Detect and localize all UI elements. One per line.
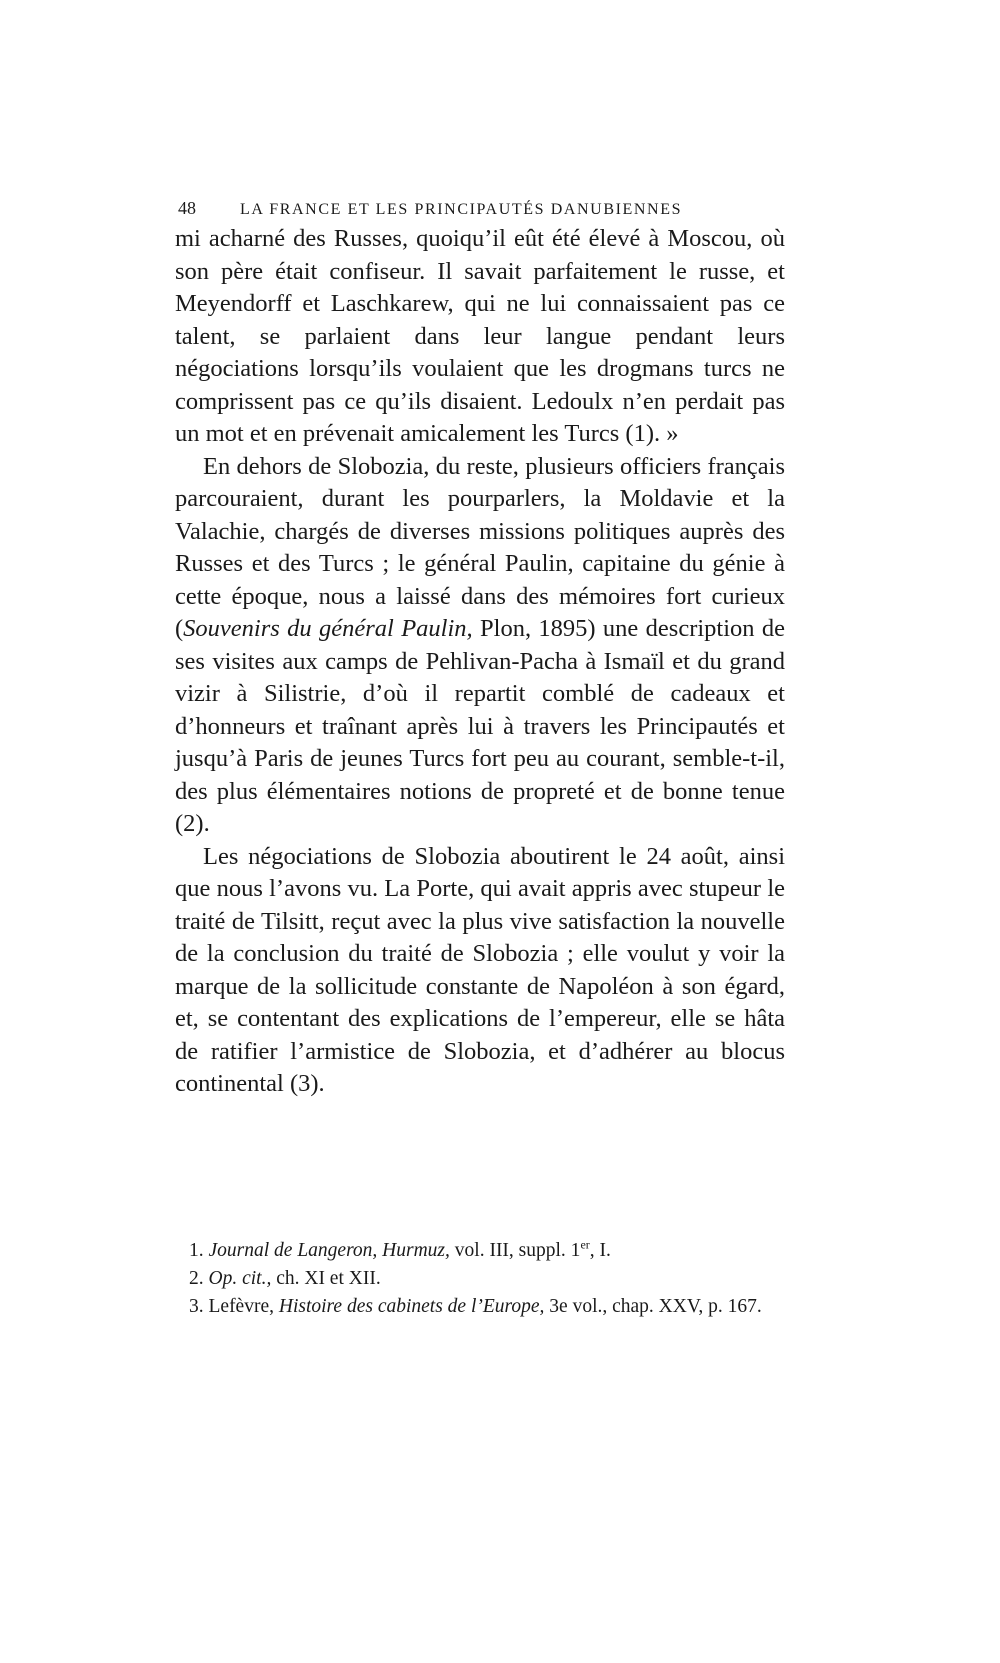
footnote-3-number: 3. bbox=[189, 1296, 204, 1317]
paragraph-2-part-a: En dehors de Slobozia, du reste, plusieurs officiers français parcouraient, durant les pourparlers, la Moldavie et la Valachie, chargés de diverses missions politiques auprès des Russes et des Turcs ; le général Paulin, capitaine du génie à cette époque, nous a laissé dans des mémoires fort curieux ( bbox=[175, 452, 785, 642]
footnote-3-italic: Histoire des cabinets de l’Europe, bbox=[278, 1296, 545, 1317]
running-title: LA FRANCE ET LES PRINCIPAUTÉS DANUBIENNES bbox=[240, 201, 683, 218]
footnote-1-number: 1. bbox=[189, 1240, 204, 1261]
footnote-2-number: 2. bbox=[189, 1268, 204, 1289]
page-number: 48 bbox=[178, 198, 196, 218]
paragraph-1: mi acharné des Russes, quoiqu’il eût été élevé à Moscou, où son père était confiseur. Il savait parfaitement le russe, et Meyendorff et Laschkarew, qui ne lui connaissaient pas ce talent, se parlaient dans leur langue pendant leurs négociations lorsqu’ils voulaient que les drogmans turcs ne comprissent pas ce qu’ils disaient. Ledoulx n’en perdait pas un mot et en prévenait amicalement les Turcs (1). » bbox=[175, 225, 785, 447]
footnote-3-author: Lefèvre, bbox=[203, 1296, 279, 1317]
footnote-3 bbox=[175, 1293, 785, 1321]
paragraph-2 bbox=[175, 451, 785, 841]
paragraph-2-italic-title: Souvenirs du général Paulin, bbox=[183, 615, 473, 642]
footnote-1-italic: Journal de Langeron, Hurmuz, bbox=[208, 1240, 450, 1261]
footnote-3-text: 3e vol., chap. XXV, p. 167. bbox=[544, 1296, 762, 1317]
footnote-1-text: vol. III, suppl. 1 bbox=[449, 1240, 581, 1261]
footnote-2-text: ch. XI et XII. bbox=[271, 1268, 381, 1289]
paragraph-3: Les négociations de Slobozia aboutirent le 24 août, ainsi que nous l’avons vu. La Porte, qui avait appris avec stupeur le traité de Tilsitt, reçut avec la plus vive satisfaction la nouvelle de la conclusion du traité de Slobozia ; elle voulut y voir la marque de la sollicitude constante de Napoléon à son égard, et, se contentant des explications de l’empereur, elle se hâta de ratifier l’armistice de Slobozia, et d’adhérer au blocus continental (3). bbox=[175, 842, 785, 1097]
paragraph-2-part-b: Plon, 1895) une description de ses visites aux camps de Pehlivan-Pacha à Ismaïl et du grand vizir à Silistrie, d’où il repartit comblé de cadeaux et d’honneurs et traînant après lui à travers les Principautés et jusqu’à Paris de jeunes Turcs fort peu au courant, semble-t-il, des plus élémentaires notions de propreté et de bonne tenue (2). bbox=[175, 615, 786, 837]
running-head bbox=[178, 196, 778, 220]
body-text bbox=[175, 223, 785, 1101]
footnote-1 bbox=[175, 1237, 785, 1265]
footnote-1-superscript: er bbox=[580, 1237, 590, 1252]
footnotes bbox=[175, 1237, 785, 1321]
footnote-2-italic: Op. cit., bbox=[208, 1268, 272, 1289]
footnote-2 bbox=[175, 1265, 785, 1293]
footnote-1-end: , I. bbox=[589, 1240, 611, 1261]
